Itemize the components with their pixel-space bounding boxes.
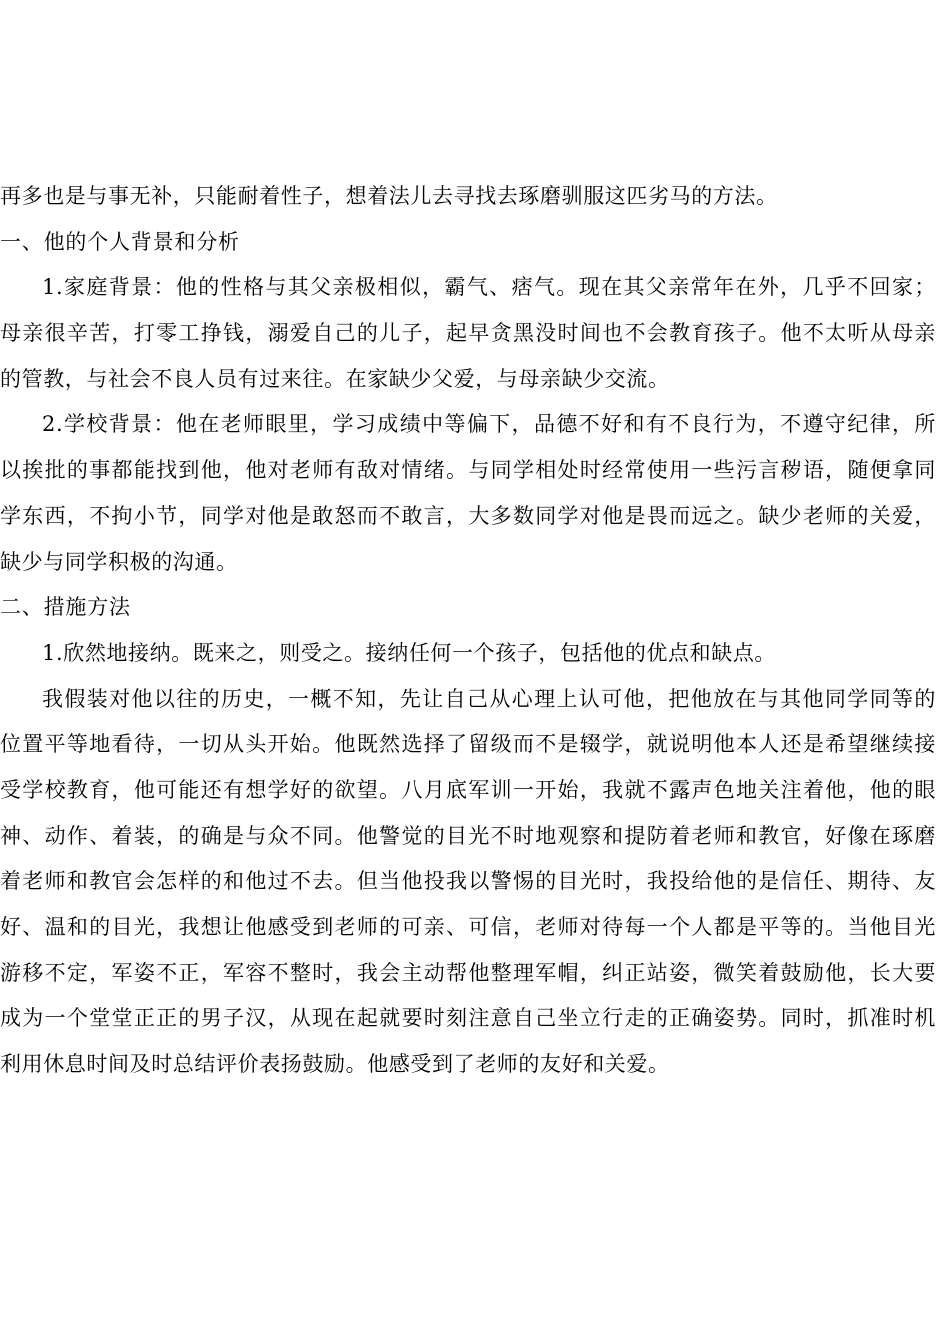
- text-line: 成为一个堂堂正正的男子汉，从现在起就要时刻注意自己坐立行走的正确姿势。同时，抓准时机: [0, 1006, 936, 1031]
- text-line: 缺少与同学积极的沟通。: [0, 549, 238, 574]
- text-line: 的管教，与社会不良人员有过来往。在家缺少父爱，与母亲缺少交流。: [0, 366, 670, 391]
- text-line: 利用休息时间及时总结评价表扬鼓励。他感受到了老师的友好和关爱。: [0, 1052, 670, 1077]
- text-line: 位置平等地看待，一切从头开始。他既然选择了留级而不是辍学，就说明他本人还是希望继续接: [0, 732, 936, 757]
- section-heading: 二、措施方法: [0, 595, 131, 620]
- text-line: 神、动作、着装，的确是与众不同。他警觉的目光不时地观察和提防着老师和教官，好像在琢磨: [0, 823, 936, 848]
- text-line: 1.欣然地接纳。既来之，则受之。接纳任何一个孩子，包括他的优点和缺点。: [42, 640, 777, 665]
- text-line: 学东西，不拘小节，同学对他是敢怒而不敢言，大多数同学对他是畏而远之。缺少老师的关爱，: [0, 503, 936, 528]
- text-line: 1.家庭背景：他的性格与其父亲极相似，霸气、痞气。现在其父亲常年在外，几乎不回家；: [42, 275, 936, 300]
- text-line: 着老师和教官会怎样的和他过不去。但当他投我以警惕的目光时，我投给他的是信任、期待、友: [0, 869, 936, 894]
- section-heading: 一、他的个人背景和分析: [0, 229, 240, 254]
- text-line: 再多也是与事无补，只能耐着性子，想着法儿去寻找去琢磨驯服这匹劣马的方法。: [0, 184, 778, 208]
- text-line: 游移不定，军姿不正，军容不整时，我会主动帮他整理军帽，纠正站姿，微笑着鼓励他，长大要: [0, 960, 936, 985]
- document-body: [0, 174, 936, 1088]
- text-line: 2.学校背景：他在老师眼里，学习成绩中等偏下，品德不好和有不良行为，不遵守纪律，所: [42, 412, 936, 437]
- text-line: 我假装对他以往的历史，一概不知，先让自己从心理上认可他，把他放在与其他同学同等的: [42, 686, 936, 711]
- text-line: 受学校教育，他可能还有想学好的欲望。八月底军训一开始，我就不露声色地关注着他，他的眼: [0, 777, 936, 802]
- text-line: 好、温和的目光，我想让他感受到老师的可亲、可信，老师对待每一个人都是平等的。当他目光: [0, 915, 936, 939]
- text-line: 母亲很辛苦，打零工挣钱，溺爱自己的儿子，起早贪黑没时间也不会教育孩子。他不太听从母亲: [0, 321, 936, 346]
- text-line: 以挨批的事都能找到他，他对老师有敌对情绪。与同学相处时经常使用一些污言秽语，随便拿同: [0, 458, 936, 483]
